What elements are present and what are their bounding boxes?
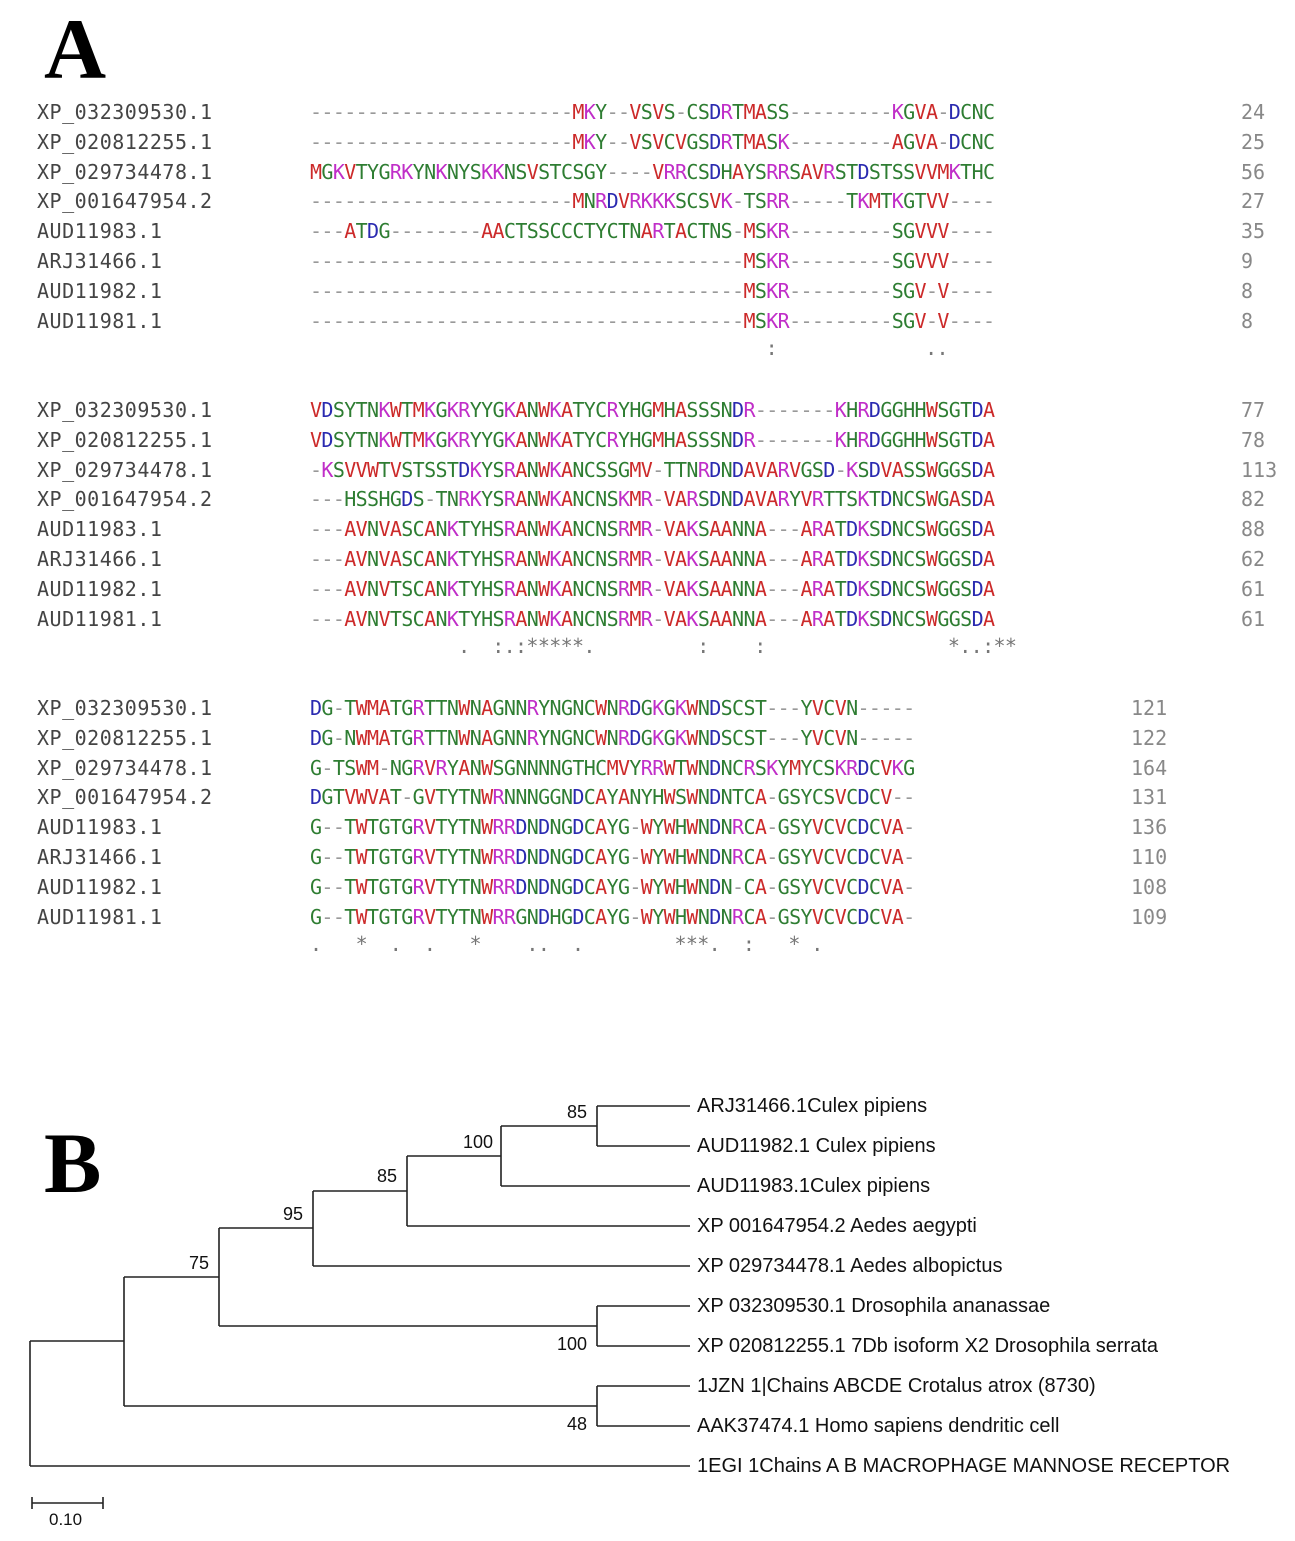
conservation-line: . :.:*****. : : *..:** — [310, 634, 1017, 659]
residue-count: 77 — [1241, 398, 1266, 422]
sequence-name: AUD11982.1 — [37, 874, 163, 899]
residue-count: 136 — [1131, 815, 1168, 840]
residue-count: 110 — [1131, 845, 1168, 869]
sequence-residues: DG-NWMATGRTTNWNAGNNRYNGNCWNRDGKGKWNDSCST---YVCVN----- — [310, 725, 915, 750]
bootstrap-value: 85 — [567, 1102, 588, 1122]
sequence-residues: VDSYTNKWTMKGKRYYGKANWKATYCRYHGMHASSSNDR-------KHRDGGHHWSGTDA — [310, 398, 995, 422]
residue-count: 108 — [1131, 874, 1168, 899]
residue-count: 109 — [1131, 904, 1168, 929]
conservation-line: : .. — [310, 336, 994, 361]
scale-bar-label: 0.10 — [49, 1510, 83, 1529]
residue-count: 25 — [1241, 129, 1266, 154]
sequence-residues: VDSYTNKWTMKGKRYYGKANWKATYCRYHGMHASSSNDR-------KHRDGGHHWSGTDA — [310, 427, 995, 452]
sequence-name: AUD11981.1 — [37, 904, 163, 929]
residue-count: 164 — [1131, 755, 1168, 780]
sequence-name: ARJ31466.1 — [37, 845, 163, 869]
sequence-residues: G--TWTGTGRVTYTNWRRDNDNGDCAYG-WYWHWNDNRCA-GSYVCVCDCVA- — [310, 845, 915, 869]
sequence-residues: ---HSSHGDS-TNRKYSRANWKANCNSKMR-VARSDNDAVARYVRTTSKTDNCSWGASDA — [310, 487, 995, 512]
bootstrap-value: 75 — [189, 1253, 210, 1273]
sequence-name: ARJ31466.1 — [37, 547, 163, 571]
sequence-residues: --------------------------------------MSKR---------SGV-V---- — [310, 308, 995, 333]
sequence-name: XP_032309530.1 — [37, 696, 213, 720]
taxon-label: ARJ31466.1Culex pipiens — [697, 1095, 928, 1117]
residue-count: 82 — [1241, 487, 1266, 512]
sequence-residues: G--TWTGTGRVTYTNWRRGNDHGDCAYG-WYWHWNDNRCA-GSYVCVCDCVA- — [310, 904, 915, 929]
bootstrap-value: 48 — [567, 1414, 588, 1434]
sequence-name: XP_001647954.2 — [37, 785, 213, 810]
sequence-name: AUD11983.1 — [37, 219, 163, 244]
sequence-name: AUD11981.1 — [37, 606, 163, 631]
sequence-residues: DGTVWVAT-GVTYTNWRNNNGGNDCAYANYHWSWNDNTCA-GSYCSVCDCV-- — [310, 785, 915, 810]
bootstrap-value: 100 — [557, 1334, 588, 1354]
sequence-name: XP_032309530.1 — [37, 100, 213, 124]
residue-count: 9 — [1241, 249, 1254, 273]
bootstrap-value: 95 — [283, 1204, 304, 1224]
residue-count: 8 — [1241, 308, 1254, 333]
sequence-residues: --------------------------------------MSKR---------SGVVV---- — [310, 249, 995, 273]
sequence-name: XP_032309530.1 — [37, 398, 213, 422]
sequence-residues: ---ATDG--------AACTSSCCCTYCTNARTACTNS-MSKR---------SGVVV---- — [310, 219, 995, 244]
sequence-residues: G-TSWM-NGRVRYANWSGNNNNGTHCMVYRRWTWNDNCRSKYMYCSKRDCVKG — [310, 755, 915, 780]
bootstrap-value: 85 — [377, 1166, 398, 1186]
sequence-residues: -----------------------MKY--VSVS-CSDRTMASS---------KGVA-DCNC — [310, 100, 995, 124]
sequence-name: XP_001647954.2 — [37, 487, 213, 512]
sequence-residues: --------------------------------------MSKR---------SGV-V---- — [310, 278, 995, 303]
sequence-name: XP_029734478.1 — [37, 457, 213, 482]
residue-count: 131 — [1131, 785, 1168, 810]
sequence-name: AUD11982.1 — [37, 576, 163, 601]
residue-count: 35 — [1241, 219, 1266, 244]
sequence-residues: ---AVNVASCANKTYHSRANWKANCNSRMR-VAKSAANNA---ARATDKSDNCSWGGSDA — [310, 547, 995, 571]
sequence-name: XP_029734478.1 — [37, 159, 213, 184]
taxon-label: AAK37474.1 Homo sapiens dendritic cell — [697, 1415, 1060, 1437]
sequence-residues: ---AVNVTSCANKTYHSRANWKANCNSRMR-VAKSAANNA---ARATDKSDNCSWGGSDA — [310, 606, 995, 631]
taxon-label: AUD11983.1Culex pipiens — [697, 1175, 931, 1197]
sequence-name: AUD11983.1 — [37, 815, 163, 840]
sequence-name: AUD11982.1 — [37, 278, 163, 303]
sequence-name: XP_020812255.1 — [37, 427, 213, 452]
sequence-name: ARJ31466.1 — [37, 249, 163, 273]
sequence-residues: DG-TWMATGRTTNWNAGNNRYNGNCWNRDGKGKWNDSCST---YVCVN----- — [310, 696, 915, 720]
residue-count: 61 — [1241, 576, 1266, 601]
sequence-residues: -----------------------MKY--VSVCVGSDRTMASK---------AGVA-DCNC — [310, 129, 995, 154]
bootstrap-value: 100 — [463, 1132, 494, 1152]
sequence-name: XP_020812255.1 — [37, 129, 213, 154]
scale-bar — [32, 1497, 103, 1509]
residue-count: 61 — [1241, 606, 1266, 631]
taxon-label: 1EGI 1Chains A B MACROPHAGE MANNOSE RECEPTOR — [697, 1455, 1231, 1477]
taxon-label: XP 020812255.1 7Db isoform X2 Drosophila serrata — [697, 1335, 1159, 1357]
residue-count: 121 — [1131, 696, 1168, 720]
sequence-name: XP_029734478.1 — [37, 755, 213, 780]
sequence-residues: G--TWTGTGRVTYTNWRRDNDNGDCAYG-WYWHWNDNRCA-GSYVCVCDCVA- — [310, 815, 915, 840]
taxon-label: XP 001647954.2 Aedes aegypti — [697, 1215, 977, 1237]
taxon-label: XP 032309530.1 Drosophila ananassae — [697, 1295, 1051, 1317]
sequence-residues: -----------------------MNRDVRKKKSCSVK-TSRR-----TKMTKGTVV---- — [310, 189, 995, 214]
residue-count: 78 — [1241, 427, 1266, 452]
sequence-residues: MGKVTYGRKYNKNYSKKNSVSTCSGY----VRRCSDHAYSRRSAVRSTDSTSSVVMKTHC — [310, 159, 995, 184]
taxon-label: XP 029734478.1 Aedes albopictus — [697, 1255, 1003, 1277]
sequence-name: AUD11983.1 — [37, 517, 163, 542]
panel-label-a: A — [44, 1, 107, 97]
sequence-name: AUD11981.1 — [37, 308, 163, 333]
residue-count: 62 — [1241, 547, 1266, 571]
conservation-line: . * . . * .. . ***. : * . — [310, 932, 823, 957]
sequence-residues: ---AVNVASCANKTYHSRANWKANCNSRMR-VAKSAANNA---ARATDKSDNCSWGGSDA — [310, 517, 995, 542]
residue-count: 113 — [1241, 457, 1278, 482]
taxon-label: AUD11982.1 Culex pipiens — [697, 1135, 936, 1157]
sequence-residues: -KSVVWTVSTSSTDKYSRANWKANCSSGMV-TTNRDNDAVARVGSD-KSDVASSWGGSDA — [310, 457, 995, 482]
sequence-name: XP_020812255.1 — [37, 725, 213, 750]
sequence-name: XP_001647954.2 — [37, 189, 213, 214]
panel-label-b: B — [44, 1115, 102, 1211]
residue-count: 122 — [1131, 725, 1168, 750]
residue-count: 88 — [1241, 517, 1266, 542]
residue-count: 24 — [1241, 100, 1266, 124]
residue-count: 27 — [1241, 189, 1266, 214]
sequence-residues: ---AVNVTSCANKTYHSRANWKANCNSRMR-VAKSAANNA---ARATDKSDNCSWGGSDA — [310, 576, 995, 601]
taxon-label: 1JZN 1|Chains ABCDE Crotalus atrox (8730) — [697, 1375, 1096, 1397]
residue-count: 56 — [1241, 159, 1266, 184]
sequence-residues: G--TWTGTGRVTYTNWRRDNDNGDCAYG-WYWHWNDN-CA-GSYVCVCDCVA- — [310, 874, 915, 899]
residue-count: 8 — [1241, 278, 1254, 303]
